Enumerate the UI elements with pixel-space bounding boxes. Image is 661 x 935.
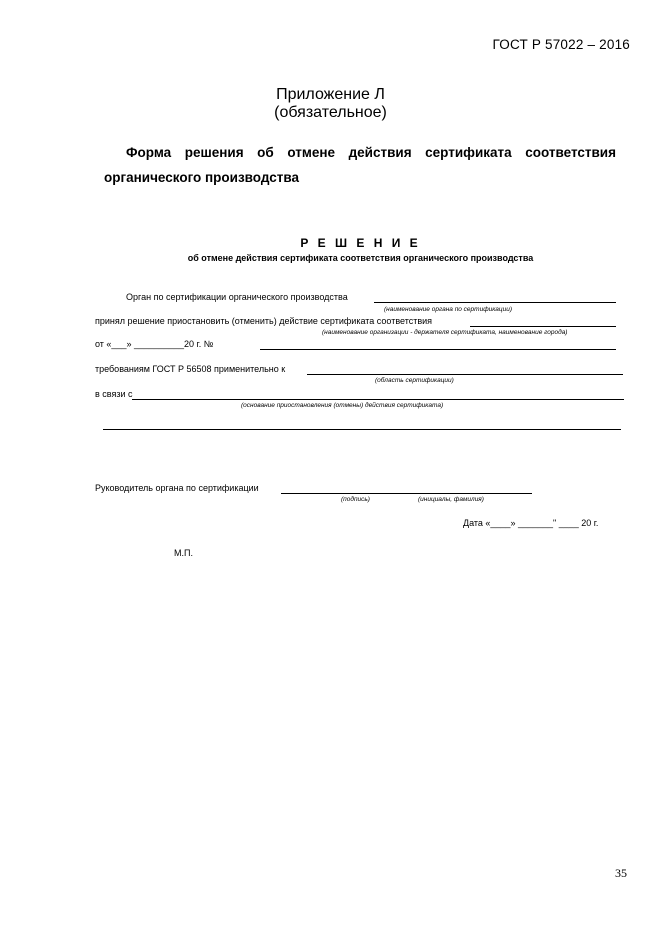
signature-input-line[interactable] — [281, 493, 532, 494]
reason-hint: (основание приостановления (отмены) действия сертификата) — [241, 402, 444, 409]
holder-input-line[interactable] — [470, 326, 616, 327]
organ-hint: (наименование органа по сертификации) — [384, 306, 513, 313]
organ-input-line[interactable] — [374, 302, 616, 303]
area-input-line[interactable] — [307, 374, 623, 375]
date-number-label: от «___» __________20 г. № — [95, 339, 214, 349]
stamp-label: М.П. — [174, 548, 193, 558]
requirements-label: требованиям ГОСТ Р 56508 применительно к — [95, 364, 286, 374]
decision-subtitle: об отмене действия сертификата соответствия органического производства — [187, 253, 534, 263]
area-hint: (область сертификации) — [375, 377, 454, 384]
appendix-subtitle: (обязательное) — [274, 104, 387, 121]
reason-continuation-line[interactable] — [103, 429, 621, 430]
decision-title: Р Е Ш Е Н И Е — [300, 236, 421, 250]
page-number: 35 — [615, 866, 627, 880]
reason-label: в связи с — [95, 389, 133, 399]
signature-hint: (подпись) — [341, 496, 370, 503]
number-input-line[interactable] — [260, 349, 616, 350]
reason-input-line[interactable] — [132, 399, 624, 400]
signature-date: Дата «____» _______" ____ 20 г. — [463, 518, 599, 528]
organ-label: Орган по сертификации органического производства — [126, 292, 348, 302]
document-code: ГОСТ Р 57022 – 2016 — [492, 37, 630, 52]
initials-hint: (инициалы, фамилия) — [418, 496, 484, 503]
form-heading-line1: Форма решения об отмене действия сертификата соответствия — [126, 145, 616, 160]
head-label: Руководитель органа по сертификации — [95, 483, 259, 493]
appendix-title: Приложение Л — [276, 86, 385, 103]
decision-label: принял решение приостановить (отменить) действие сертификата соответствия — [95, 316, 433, 326]
form-heading-line2: органического производства — [104, 170, 300, 185]
holder-hint: (наименование организации - держателя сертификата, наименование города) — [322, 329, 568, 336]
